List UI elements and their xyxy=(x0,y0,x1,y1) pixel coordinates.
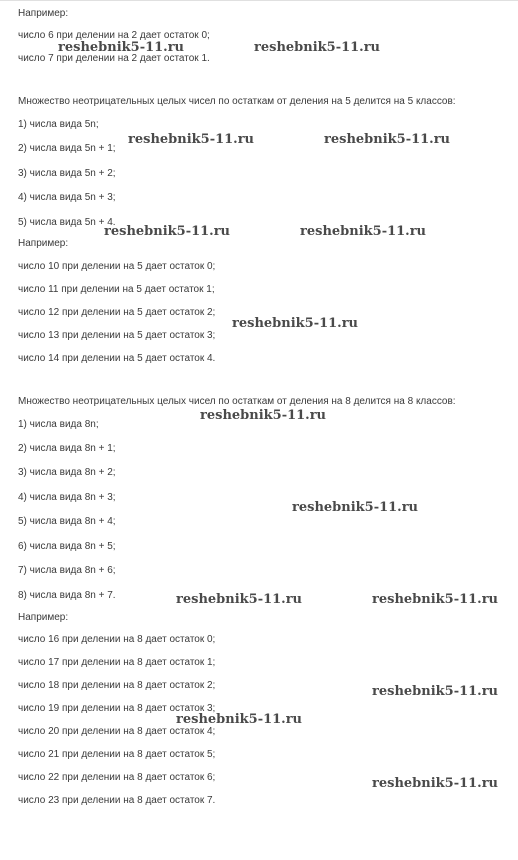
watermark: reshebnik5-11.ru xyxy=(104,224,231,239)
mod5-class-4: 4) числа вида 5n + 3; xyxy=(18,192,116,203)
watermark: reshebnik5-11.ru xyxy=(176,712,303,727)
mod8-class-4: 4) числа вида 8n + 3; xyxy=(18,492,116,503)
mod8-example-6: число 21 при делении на 8 дает остаток 5; xyxy=(18,749,216,760)
mod5-example-2: число 11 при делении на 5 дает остаток 1; xyxy=(18,284,215,295)
mod5-heading: Множество неотрицательных целых чисел по остаткам от деления на 5 делится на 5 классов: xyxy=(18,96,456,107)
mod8-class-7: 7) числа вида 8n + 6; xyxy=(18,565,116,576)
top-divider xyxy=(0,0,518,1)
watermark: reshebnik5-11.ru xyxy=(372,776,499,791)
mod5-class-3: 3) числа вида 5n + 2; xyxy=(18,168,116,179)
intro-line-2: число 7 при делении на 2 дает остаток 1. xyxy=(18,53,210,64)
watermark: reshebnik5-11.ru xyxy=(58,40,185,55)
mod8-example-7: число 22 при делении на 8 дает остаток 6; xyxy=(18,772,216,783)
mod8-example-3: число 18 при делении на 8 дает остаток 2; xyxy=(18,680,216,691)
mod8-class-3: 3) числа вида 8n + 2; xyxy=(18,467,116,478)
mod8-example-8: число 23 при делении на 8 дает остаток 7. xyxy=(18,795,216,806)
mod8-example-label: Например: xyxy=(18,612,69,623)
watermark: reshebnik5-11.ru xyxy=(300,224,427,239)
mod8-class-2: 2) числа вида 8n + 1; xyxy=(18,443,116,454)
intro-line-1: число 6 при делении на 2 дает остаток 0; xyxy=(18,30,210,41)
mod5-example-4: число 13 при делении на 5 дает остаток 3; xyxy=(18,330,216,341)
mod8-example-2: число 17 при делении на 8 дает остаток 1; xyxy=(18,657,216,668)
mod8-class-5: 5) числа вида 8n + 4; xyxy=(18,516,116,527)
mod5-example-1: число 10 при делении на 5 дает остаток 0; xyxy=(18,261,216,272)
mod8-example-1: число 16 при делении на 8 дает остаток 0; xyxy=(18,634,216,645)
watermark: reshebnik5-11.ru xyxy=(372,684,499,699)
mod8-example-4: число 19 при делении на 8 дает остаток 3; xyxy=(18,703,216,714)
watermark: reshebnik5-11.ru xyxy=(292,500,419,515)
watermark: reshebnik5-11.ru xyxy=(200,408,327,423)
mod5-class-1: 1) числа вида 5n; xyxy=(18,119,99,130)
watermark: reshebnik5-11.ru xyxy=(254,40,381,55)
intro-example-label: Например: xyxy=(18,8,69,19)
mod8-heading: Множество неотрицательных целых чисел по остаткам от деления на 8 делится на 8 классов: xyxy=(18,396,456,407)
mod5-example-5: число 14 при делении на 5 дает остаток 4. xyxy=(18,353,216,364)
mod5-class-5: 5) числа вида 5n + 4. xyxy=(18,217,116,228)
mod5-class-2: 2) числа вида 5n + 1; xyxy=(18,143,116,154)
watermark: reshebnik5-11.ru xyxy=(372,592,499,607)
watermark: reshebnik5-11.ru xyxy=(128,132,255,147)
mod5-example-3: число 12 при делении на 5 дает остаток 2; xyxy=(18,307,216,318)
watermark: reshebnik5-11.ru xyxy=(324,132,451,147)
mod8-class-1: 1) числа вида 8n; xyxy=(18,419,99,430)
watermark: reshebnik5-11.ru xyxy=(176,592,303,607)
mod5-example-label: Например: xyxy=(18,238,69,249)
mod8-class-6: 6) числа вида 8n + 5; xyxy=(18,541,116,552)
mod8-class-8: 8) числа вида 8n + 7. xyxy=(18,590,116,601)
watermark: reshebnik5-11.ru xyxy=(232,316,359,331)
mod8-example-5: число 20 при делении на 8 дает остаток 4; xyxy=(18,726,216,737)
